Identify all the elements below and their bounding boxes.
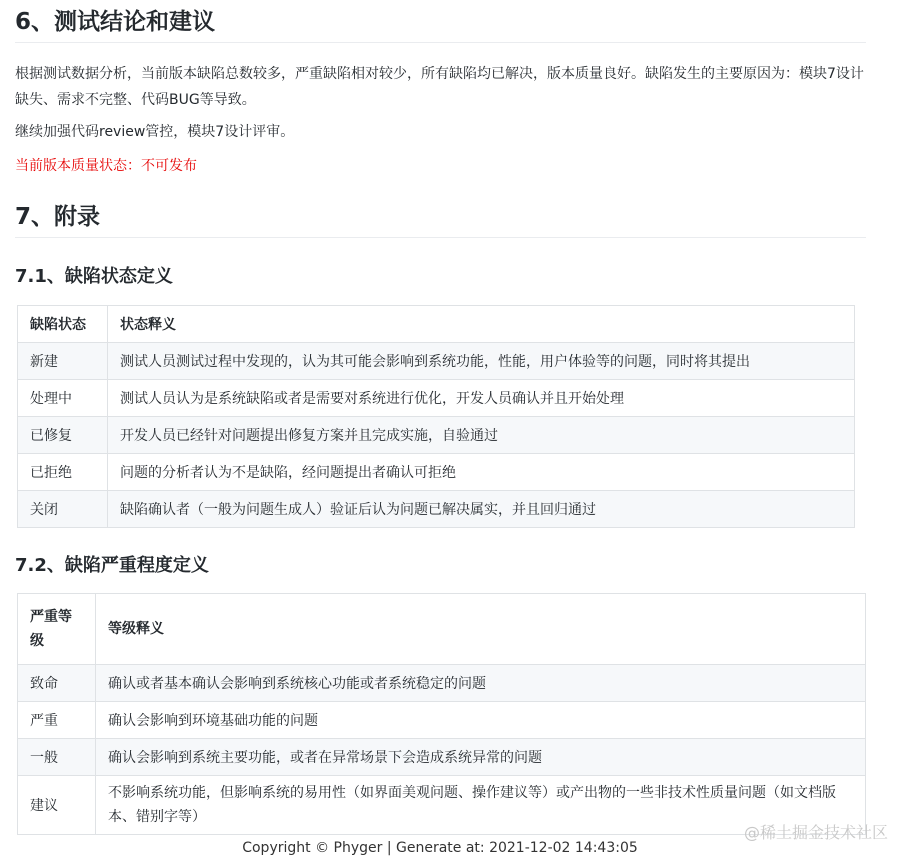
table-row [18,454,855,491]
severity-table [17,593,866,835]
status-cell: 已拒绝 [18,454,108,491]
definition-cell: 确认会影响到环境基础功能的问题 [96,702,866,739]
status-cell: 已修复 [18,417,108,454]
severity-cell: 严重 [18,702,96,739]
copyright-footer: Copyright © Phyger | Generate at: 2021-12-02 14:43:05 [242,840,638,856]
section-7-heading: 7、附录 [15,203,866,238]
quality-status: 当前版本质量状态：不可发布 [15,158,197,174]
table-row [18,665,866,702]
severity-heading: 7.2、缺陷严重程度定义 [15,555,209,576]
table-row [18,491,855,528]
status-cell: 关闭 [18,491,108,528]
definition-cell: 测试人员测试过程中发现的，认为其可能会影响到系统功能，性能，用户体验等的问题，同时将其提出 [108,343,855,380]
defect-status-heading: 7.1、缺陷状态定义 [15,266,173,287]
column-header: 等级释义 [96,594,866,665]
table-header-row [18,594,866,665]
table-row [18,739,866,776]
severity-cell: 建议 [18,776,96,835]
definition-cell: 缺陷确认者（一般为问题生成人）验证后认为问题已解决属实，并且回归通过 [108,491,855,528]
table-row [18,702,866,739]
status-cell: 新建 [18,343,108,380]
severity-cell: 致命 [18,665,96,702]
definition-cell: 确认或者基本确认会影响到系统核心功能或者系统稳定的问题 [96,665,866,702]
definition-cell: 测试人员认为是系统缺陷或者是需要对系统进行优化，开发人员确认并且开始处理 [108,380,855,417]
table-header-row [18,306,855,343]
table-row [18,343,855,380]
definition-cell: 开发人员已经针对问题提出修复方案并且完成实施，自验通过 [108,417,855,454]
column-header: 缺陷状态 [18,306,108,343]
suggestion-paragraph: 继续加强代码review管控，模块7设计评审。 [15,124,295,140]
status-cell: 处理中 [18,380,108,417]
table-row [18,417,855,454]
watermark: @稀土掘金技术社区 [743,823,888,842]
definition-cell: 确认会影响到系统主要功能，或者在异常场景下会造成系统异常的问题 [96,739,866,776]
defect-status-table [17,305,855,528]
definition-cell: 问题的分析者认为不是缺陷，经问题提出者确认可拒绝 [108,454,855,491]
section-6-heading: 6、测试结论和建议 [15,8,866,43]
column-header: 严重等级 [18,594,96,665]
table-row [18,380,855,417]
definition-cell: 不影响系统功能，但影响系统的易用性（如界面美观问题、操作建议等）或产出物的一些非技术性质量问题（如文档版本、错别字等） [96,776,866,835]
table-row [18,776,866,835]
conclusion-paragraph: 根据测试数据分析，当前版本缺陷总数较多，严重缺陷相对较少，所有缺陷均已解决，版本质量良好。缺陷发生的主要原因为：模块7设计缺失、需求不完整、代码BUG等导致。 [15,66,864,108]
severity-cell: 一般 [18,739,96,776]
column-header: 状态释义 [108,306,855,343]
